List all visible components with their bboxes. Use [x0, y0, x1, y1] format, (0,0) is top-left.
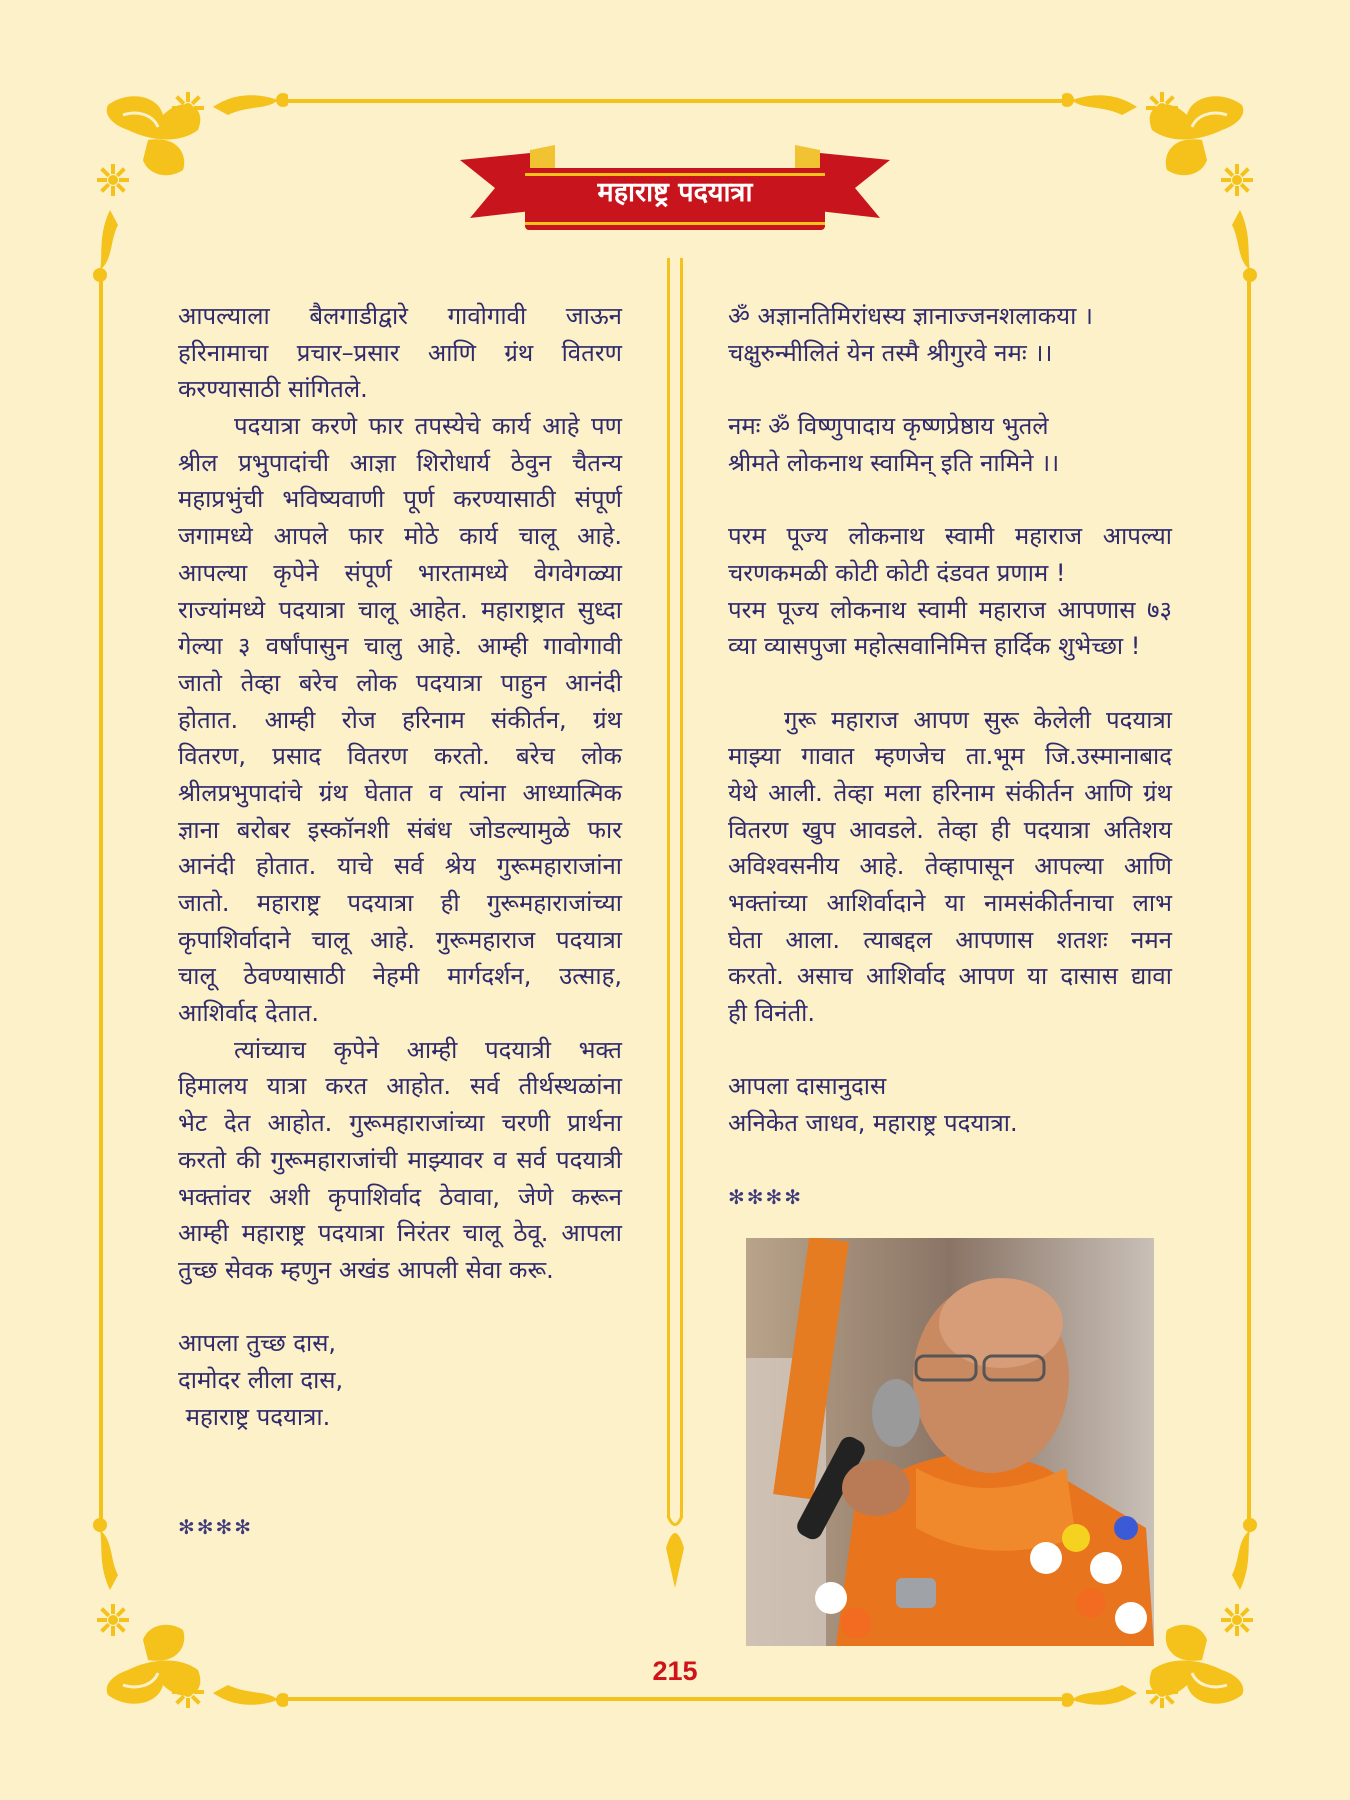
text-line: आपल्या कृपेने संपूर्ण भारतामध्ये वेगवेगळ्या — [178, 558, 622, 587]
text-line: राज्यांमध्ये पदयात्रा चालू आहेत. महाराष्ट्रात सुध्दा — [178, 595, 622, 624]
frame-top-line — [285, 99, 1070, 103]
signature-line: आपला तुच्छ दास, — [178, 1329, 337, 1358]
text-line: त्यांच्याच कृपेने आम्ही पदयात्री भक्त — [234, 1035, 622, 1064]
text-line: येथे आली. तेव्हा मला हरिनाम संकीर्तन आणि ग्रंथ — [728, 778, 1172, 807]
left-column — [178, 298, 622, 1545]
frame-right-line — [1247, 275, 1251, 1525]
text-line: भेट देत आहोत. गुरूमहाराजांच्या चरणी प्रार्थना — [178, 1109, 622, 1138]
text-line: वितरण, प्रसाद वितरण करतो. बरेच लोक — [178, 742, 622, 771]
text-line: हिमालय यात्रा करत आहोत. सर्व तीर्थस्थळांना — [178, 1072, 622, 1101]
text-line: होतात. आम्ही रोज हरिनाम संकीर्तन, ग्रंथ — [178, 705, 622, 734]
signature-line: दामोदर लीला दास, — [178, 1365, 344, 1394]
text-line: जातो. महाराष्ट्र पदयात्रा ही गुरूमहाराजांच्या — [178, 889, 622, 917]
mantra-line: नमः ॐ विष्णुपादाय कृष्णप्रेष्ठाय भुतले — [728, 412, 1049, 441]
text-line: गुरू महाराज आपण सुरू केलेली पदयात्रा — [784, 705, 1172, 734]
text-line: ज्ञाना बरोबर इस्कॉनशी संबंध जोडल्यामुळे फार — [178, 815, 622, 844]
page-title: महाराष्ट्र पदयात्रा — [597, 177, 753, 208]
text-line: करतो. असाच आशिर्वाद आपण या दासास द्यावा — [728, 962, 1172, 991]
signature-line: अनिकेत जाधव, महाराष्ट्र पदयात्रा. — [728, 1109, 1018, 1138]
text-line: अविश्वसनीय आहे. तेव्हापासून आपल्या आणि — [728, 852, 1172, 881]
mantra-line: श्रीमते लोकनाथ स्वामिन् इति नामिने ।। — [728, 448, 1060, 477]
text-line: घेता आला. त्याबद्दल आपणास शतशः नमन — [728, 925, 1172, 954]
text-line: जगामध्ये आपले फार मोठे कार्य चालू आहे. — [178, 522, 622, 551]
greeting-line: चरणकमळी कोटी कोटी दंडवत प्रणाम ! — [728, 558, 1066, 587]
mantra-line: ॐ अज्ञानतिमिरांधस्य ज्ञानाज्जनशलाकया । — [728, 302, 1094, 330]
text-line: वितरण खुप आवडले. तेव्हा ही पदयात्रा अतिशय — [728, 815, 1172, 844]
text-line: करतो की गुरूमहाराजांची माझ्यावर व सर्व पदयात्री — [178, 1145, 622, 1174]
text-line: श्रीलप्रभुपादांचे ग्रंथ घेतात व त्यांना आध्यात्मिक — [178, 778, 622, 807]
text-line: कृपाशिर्वादाने चालू आहे. गुरूमहाराज पदयात्रा — [178, 925, 622, 954]
section-stars: ✻✻✻✻ — [728, 1184, 804, 1209]
signature-line: आपला दासानुदास — [728, 1072, 887, 1101]
text-line: चालू ठेवण्यासाठी नेहमी मार्गदर्शन, उत्साह, — [178, 962, 622, 991]
right-column — [728, 298, 1172, 1215]
frame-bottom-line — [285, 1697, 1070, 1701]
text-line: गेल्या ३ वर्षांपासुन चालु आहे. आम्ही गावोगावी — [178, 632, 622, 661]
text-line: भक्तांवर अशी कृपाशिर्वाद ठेवावा, जेणे करून — [178, 1182, 622, 1211]
greeting-line: परम पूज्य लोकनाथ स्वामी महाराज आपल्या — [728, 522, 1172, 551]
frame-left-line — [99, 275, 103, 1525]
greeting-line: व्या व्यासपुजा महोत्सवानिमित्त हार्दिक शुभेच्छा ! — [728, 632, 1141, 661]
text-line: पदयात्रा करणे फार तपस्येचे कार्य आहे पण — [234, 412, 622, 441]
text-line: आनंदी होतात. याचे सर्व श्रेय गुरूमहाराजांना — [178, 852, 622, 881]
text-line: ही विनंती. — [728, 999, 815, 1028]
signature-line: महाराष्ट्र पदयात्रा. — [178, 1402, 331, 1431]
mantra-line: चक्षुरुन्मीलितं येन तस्मै श्रीगुरवे नमः ।। — [728, 338, 1053, 367]
greeting-line: परम पूज्य लोकनाथ स्वामी महाराज आपणास ७३ — [728, 595, 1172, 624]
text-line: तुच्छ सेवक म्हणुन अखंड आपली सेवा करू. — [178, 1255, 554, 1284]
text-line: आशिर्वाद देतात. — [178, 999, 319, 1028]
column-divider — [666, 258, 684, 1588]
guru-photo — [746, 1238, 1154, 1646]
text-line: जातो तेव्हा बरेच लोक पदयात्रा पाहुन आनंदी — [178, 668, 622, 697]
corner-ornament-top-right — [1062, 85, 1262, 285]
page-number: 215 — [652, 1656, 698, 1686]
text-line: करण्यासाठी सांगितले. — [178, 375, 368, 404]
text-line: आम्ही महाराष्ट्र पदयात्रा निरंतर चालू ठेवू. आपला — [178, 1219, 622, 1248]
text-line: हरिनामाचा प्रचार–प्रसार आणि ग्रंथ वितरण — [178, 338, 622, 367]
title-banner — [460, 140, 890, 240]
section-stars: ✻✻✻✻ — [178, 1514, 254, 1539]
text-line: माझ्या गावात म्हणजेच ता.भूम जि.उस्मानाबाद — [728, 742, 1172, 771]
corner-ornament-top-left — [88, 85, 288, 285]
text-line: आपल्याला बैलगाडीद्वारे गावोगावी जाऊन — [178, 302, 622, 330]
text-line: महाप्रभुंची भविष्यवाणी पूर्ण करण्यासाठी संपूर्ण — [178, 485, 622, 514]
text-line: भक्तांच्या आशिर्वादाने या नामसंकीर्तनाचा लाभ — [728, 889, 1172, 917]
text-line: श्रील प्रभुपादांची आज्ञा शिरोधार्य ठेवुन चैतन्य — [178, 448, 622, 477]
